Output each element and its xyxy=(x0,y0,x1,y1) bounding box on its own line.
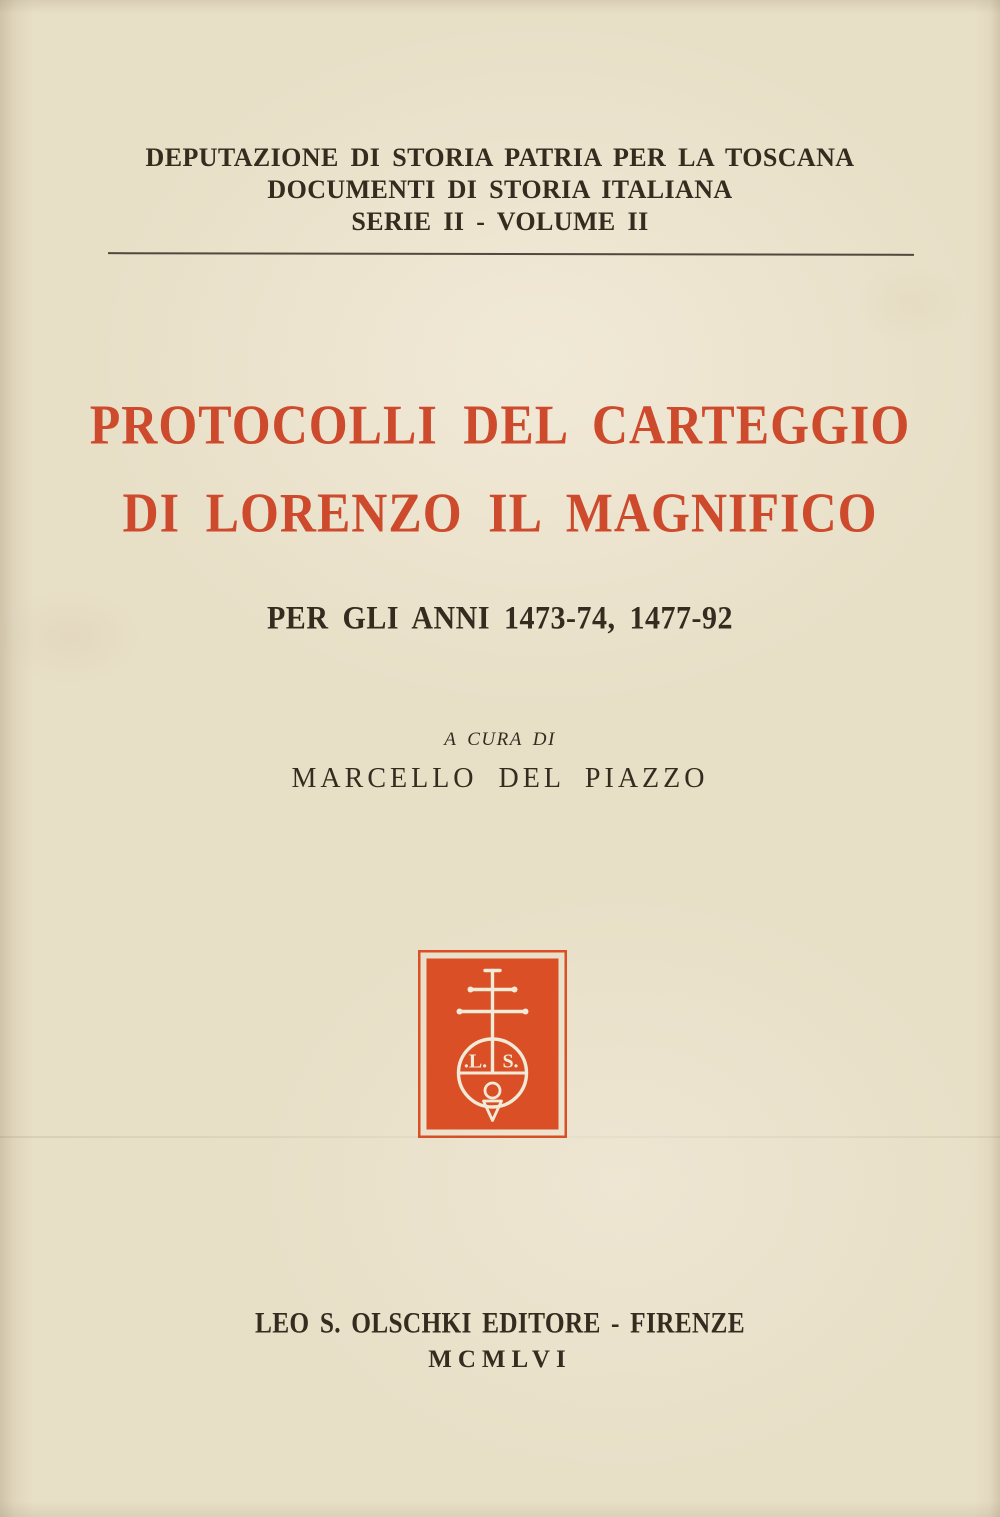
book-title-line-1: PROTOCOLLI DEL CARTEGGIO xyxy=(89,393,911,456)
editor-byline: A CURA DI xyxy=(444,729,556,750)
series-line-1: DEPUTAZIONE DI STORIA PATRIA PER LA TOSCANA xyxy=(145,143,855,172)
editor-name: MARCELLO DEL PIAZZO xyxy=(291,763,709,794)
publication-year: MCMLVI xyxy=(428,1346,572,1373)
book-title-line-2: DI LORENZO IL MAGNIFICO xyxy=(122,481,878,544)
publisher-imprint: LEO S. OLSCHKI EDITORE - FIRENZE xyxy=(255,1306,745,1339)
series-line-3: SERIE II - VOLUME II xyxy=(351,207,649,236)
emblem-initials-right: S. xyxy=(502,1050,519,1073)
book-subtitle: PER GLI ANNI 1473-74, 1477-92 xyxy=(266,600,733,637)
series-line-2: DOCUMENTI DI STORIA ITALIANA xyxy=(267,175,733,204)
emblem-initials-left: .L. xyxy=(463,1050,488,1073)
publisher-emblem-icon xyxy=(418,950,567,1138)
page-crease xyxy=(0,1136,1000,1138)
header-rule xyxy=(108,252,914,256)
